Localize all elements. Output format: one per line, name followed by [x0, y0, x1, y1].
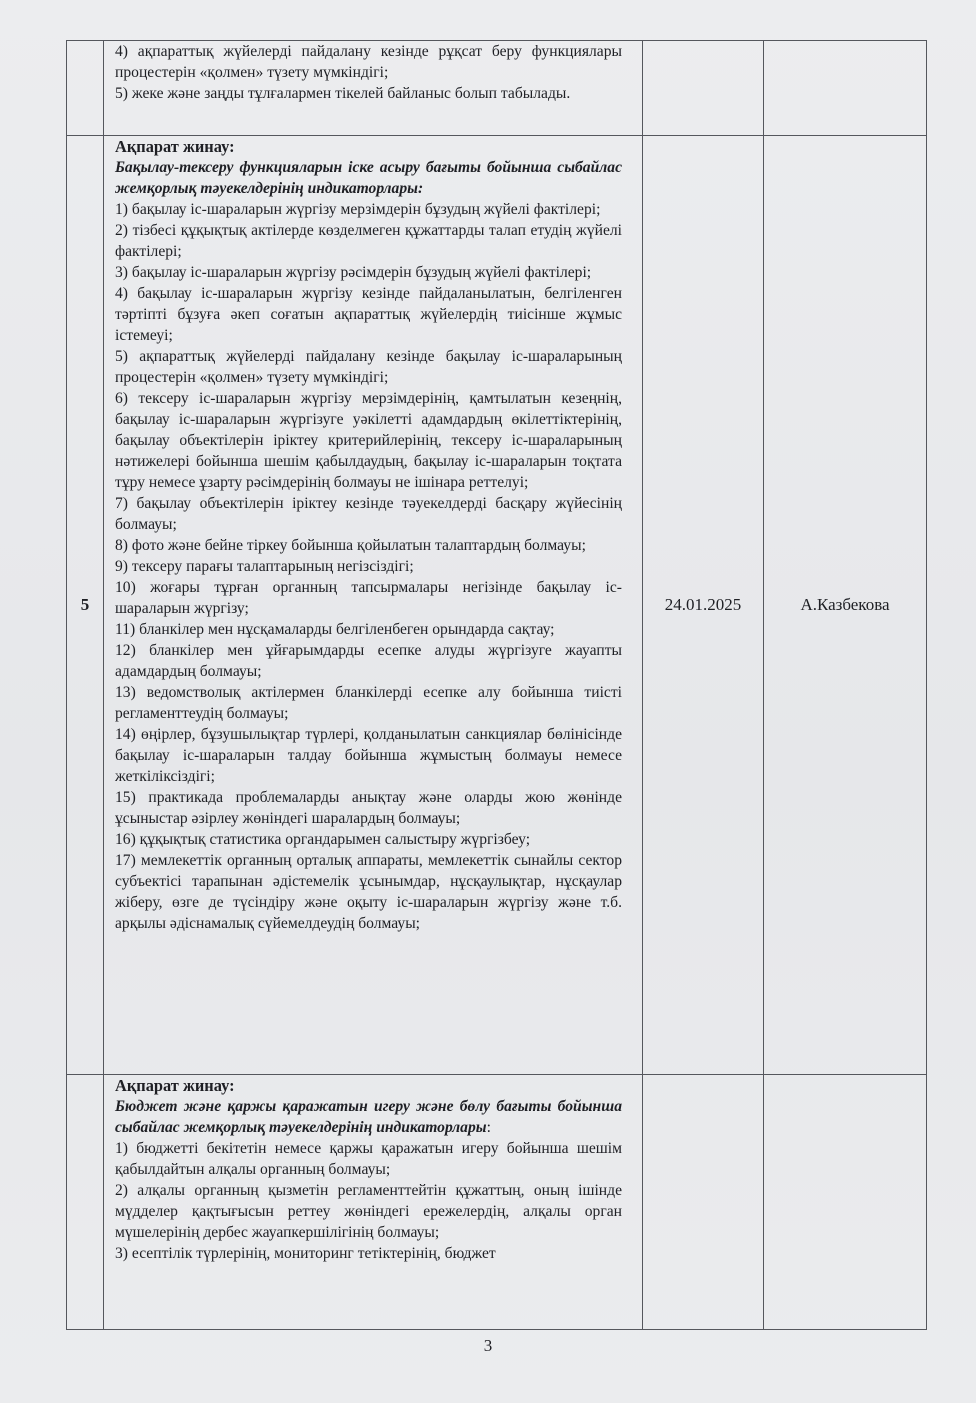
list-item: 10) жоғары тұрған органның тапсырмалары негізінде бақылау іс-шараларын жүргізу;	[115, 579, 622, 617]
list-item: 4) бақылау іс-шараларын жүргізу кезінде пайдаланылатын, белгіленген тәртіпті бұзуға әкеп соғатын ақпараттық жүйелердің тиісінше жұмыс істемеуі;	[115, 285, 622, 344]
row-text-cell	[104, 41, 643, 136]
list-item: 12) бланкілер мен ұйғарымдарды есепке алуды жүргізуге жауапты адамдардың болмауы;	[115, 642, 622, 680]
section-subheading: Бақылау-тексеру функцияларын іске асыру бағыты бойынша сыбайлас жемқорлық тәуекелдерінің индикаторлары:	[115, 159, 622, 197]
row-number-cell: 5	[67, 136, 104, 1075]
list-item: 5) жеке және заңды тұлғалармен тікелей байланыс болып табылады.	[115, 85, 571, 102]
table-row	[67, 41, 927, 136]
page-number: 3	[483, 1336, 493, 1355]
indicators-table	[66, 40, 927, 1330]
list-item: 5) ақпараттық жүйелерді пайдалану кезінде бақылау іс-шараларының процестерін «қолмен» түзету мүмкіндігі;	[115, 348, 622, 386]
list-item: 2) тізбесі құқықтық актілерде көзделмеген құжаттарды талап етудің жүйелі фактілері;	[115, 222, 622, 260]
list-item: 4) ақпараттық жүйелерді пайдалану кезінде рұқсат беру функциялары процестерін «қолмен» түзету мүмкіндігі;	[115, 43, 622, 81]
table-row	[67, 136, 927, 1075]
responsible-cell: А.Казбекова	[764, 136, 927, 1075]
subheading-colon: :	[486, 1119, 491, 1136]
list-item: 8) фото және бейне тіркеу бойынша қойылатын талаптардың болмауы;	[115, 537, 586, 554]
list-item: 6) тексеру іс-шараларын жүргізу мерзімдерінің, қамтылатын кезеңнің, бақылау іс-шараларын жүргізуге уәкілетті адамдардың өкілеттіктерінің, бақылау объектілерін іріктеу критерийлерінің, тексеру іс-шараларының нәтижелері бойынша шешім қабылдаудың, бақылау іс-шараларын тоқтата тұру немесе ұзарту рәсімдерінің болмауы не ішінара реттелуі;	[115, 390, 622, 491]
list-item: 1) бюджетті бекітетін немесе қаржы қаражатын игеру бойынша шешім қабылдайтын алқалы органның болмауы;	[115, 1140, 622, 1178]
list-item: 3) есептілік түрлерінің, мониторинг тетіктерінің, бюджет	[115, 1245, 496, 1262]
section-heading: Ақпарат жинау:	[115, 137, 235, 156]
list-item: 3) бақылау іс-шараларын жүргізу рәсімдерін бұзудың жүйелі фактілері;	[115, 264, 592, 281]
list-item: 14) өңірлер, бұзушылықтар түрлері, қолданылатын санкциялар бөлінісінде бақылау іс-шараларын талдау бойынша жұмыстың болмауы немесе жеткіліксіздігі;	[115, 726, 622, 785]
row-number-cell	[67, 41, 104, 136]
list-item: 16) құқықтық статистика органдарымен салыстыру жүргізбеу;	[115, 831, 531, 848]
responsible-cell	[764, 1075, 927, 1330]
list-item: 1) бақылау іс-шараларын жүргізу мерзімдерін бұзудың жүйелі фактілері;	[115, 201, 601, 218]
section-subheading: Бюджет және қаржы қаражатын игеру және бөлу бағыты бойынша сыбайлас жемқорлық тәуекелдерінің индикаторлары	[115, 1098, 622, 1136]
list-item: 7) бақылау объектілерін іріктеу кезінде тәуекелдерді басқару жүйесінің болмауы;	[115, 495, 622, 533]
list-item: 15) практикада проблемаларды анықтау және оларды жою жөнінде ұсыныстар әзірлеу жөніндегі шаралардың болмауы;	[115, 789, 622, 827]
list-item: 17) мемлекеттік органның орталық аппараты, мемлекеттік сынайлы сектор субъектісі тарапынан әдістемелік ұсынымдар, нұсқаулықтар, нұсқаулар жіберу, өзге де түсіндіру және оқыту іс-шараларын жүргізу және т.б. арқылы әдіснамалық сүйемелдеудің болмауы;	[115, 852, 622, 932]
date-cell: 24.01.2025	[643, 136, 764, 1075]
row-text-cell	[104, 136, 643, 1075]
row-text-cell	[104, 1075, 643, 1330]
list-item: 11) бланкілер мен нұсқамаларды белгіленбеген орындарда сақтау;	[115, 621, 555, 638]
date-cell	[643, 41, 764, 136]
list-item: 2) алқалы органның қызметін регламенттейтін құжаттың, оның ішінде мүдделер қақтығысын реттеу жөніндегі ережелердің, алқалы орган мүшелерінің дербес жауапкершілігінің болмауы;	[115, 1182, 622, 1241]
row-number-cell	[67, 1075, 104, 1330]
list-item: 9) тексеру парағы талаптарының негізсіздігі;	[115, 558, 414, 575]
list-item: 13) ведомстволық актілермен бланкілерді есепке алу бойынша тиісті регламенттеудің болмауы;	[115, 684, 622, 722]
section-subheading-wrap	[115, 1096, 622, 1138]
responsible-cell	[764, 41, 927, 136]
table-row	[67, 1075, 927, 1330]
date-cell	[643, 1075, 764, 1330]
section-heading: Ақпарат жинау:	[115, 1076, 235, 1095]
